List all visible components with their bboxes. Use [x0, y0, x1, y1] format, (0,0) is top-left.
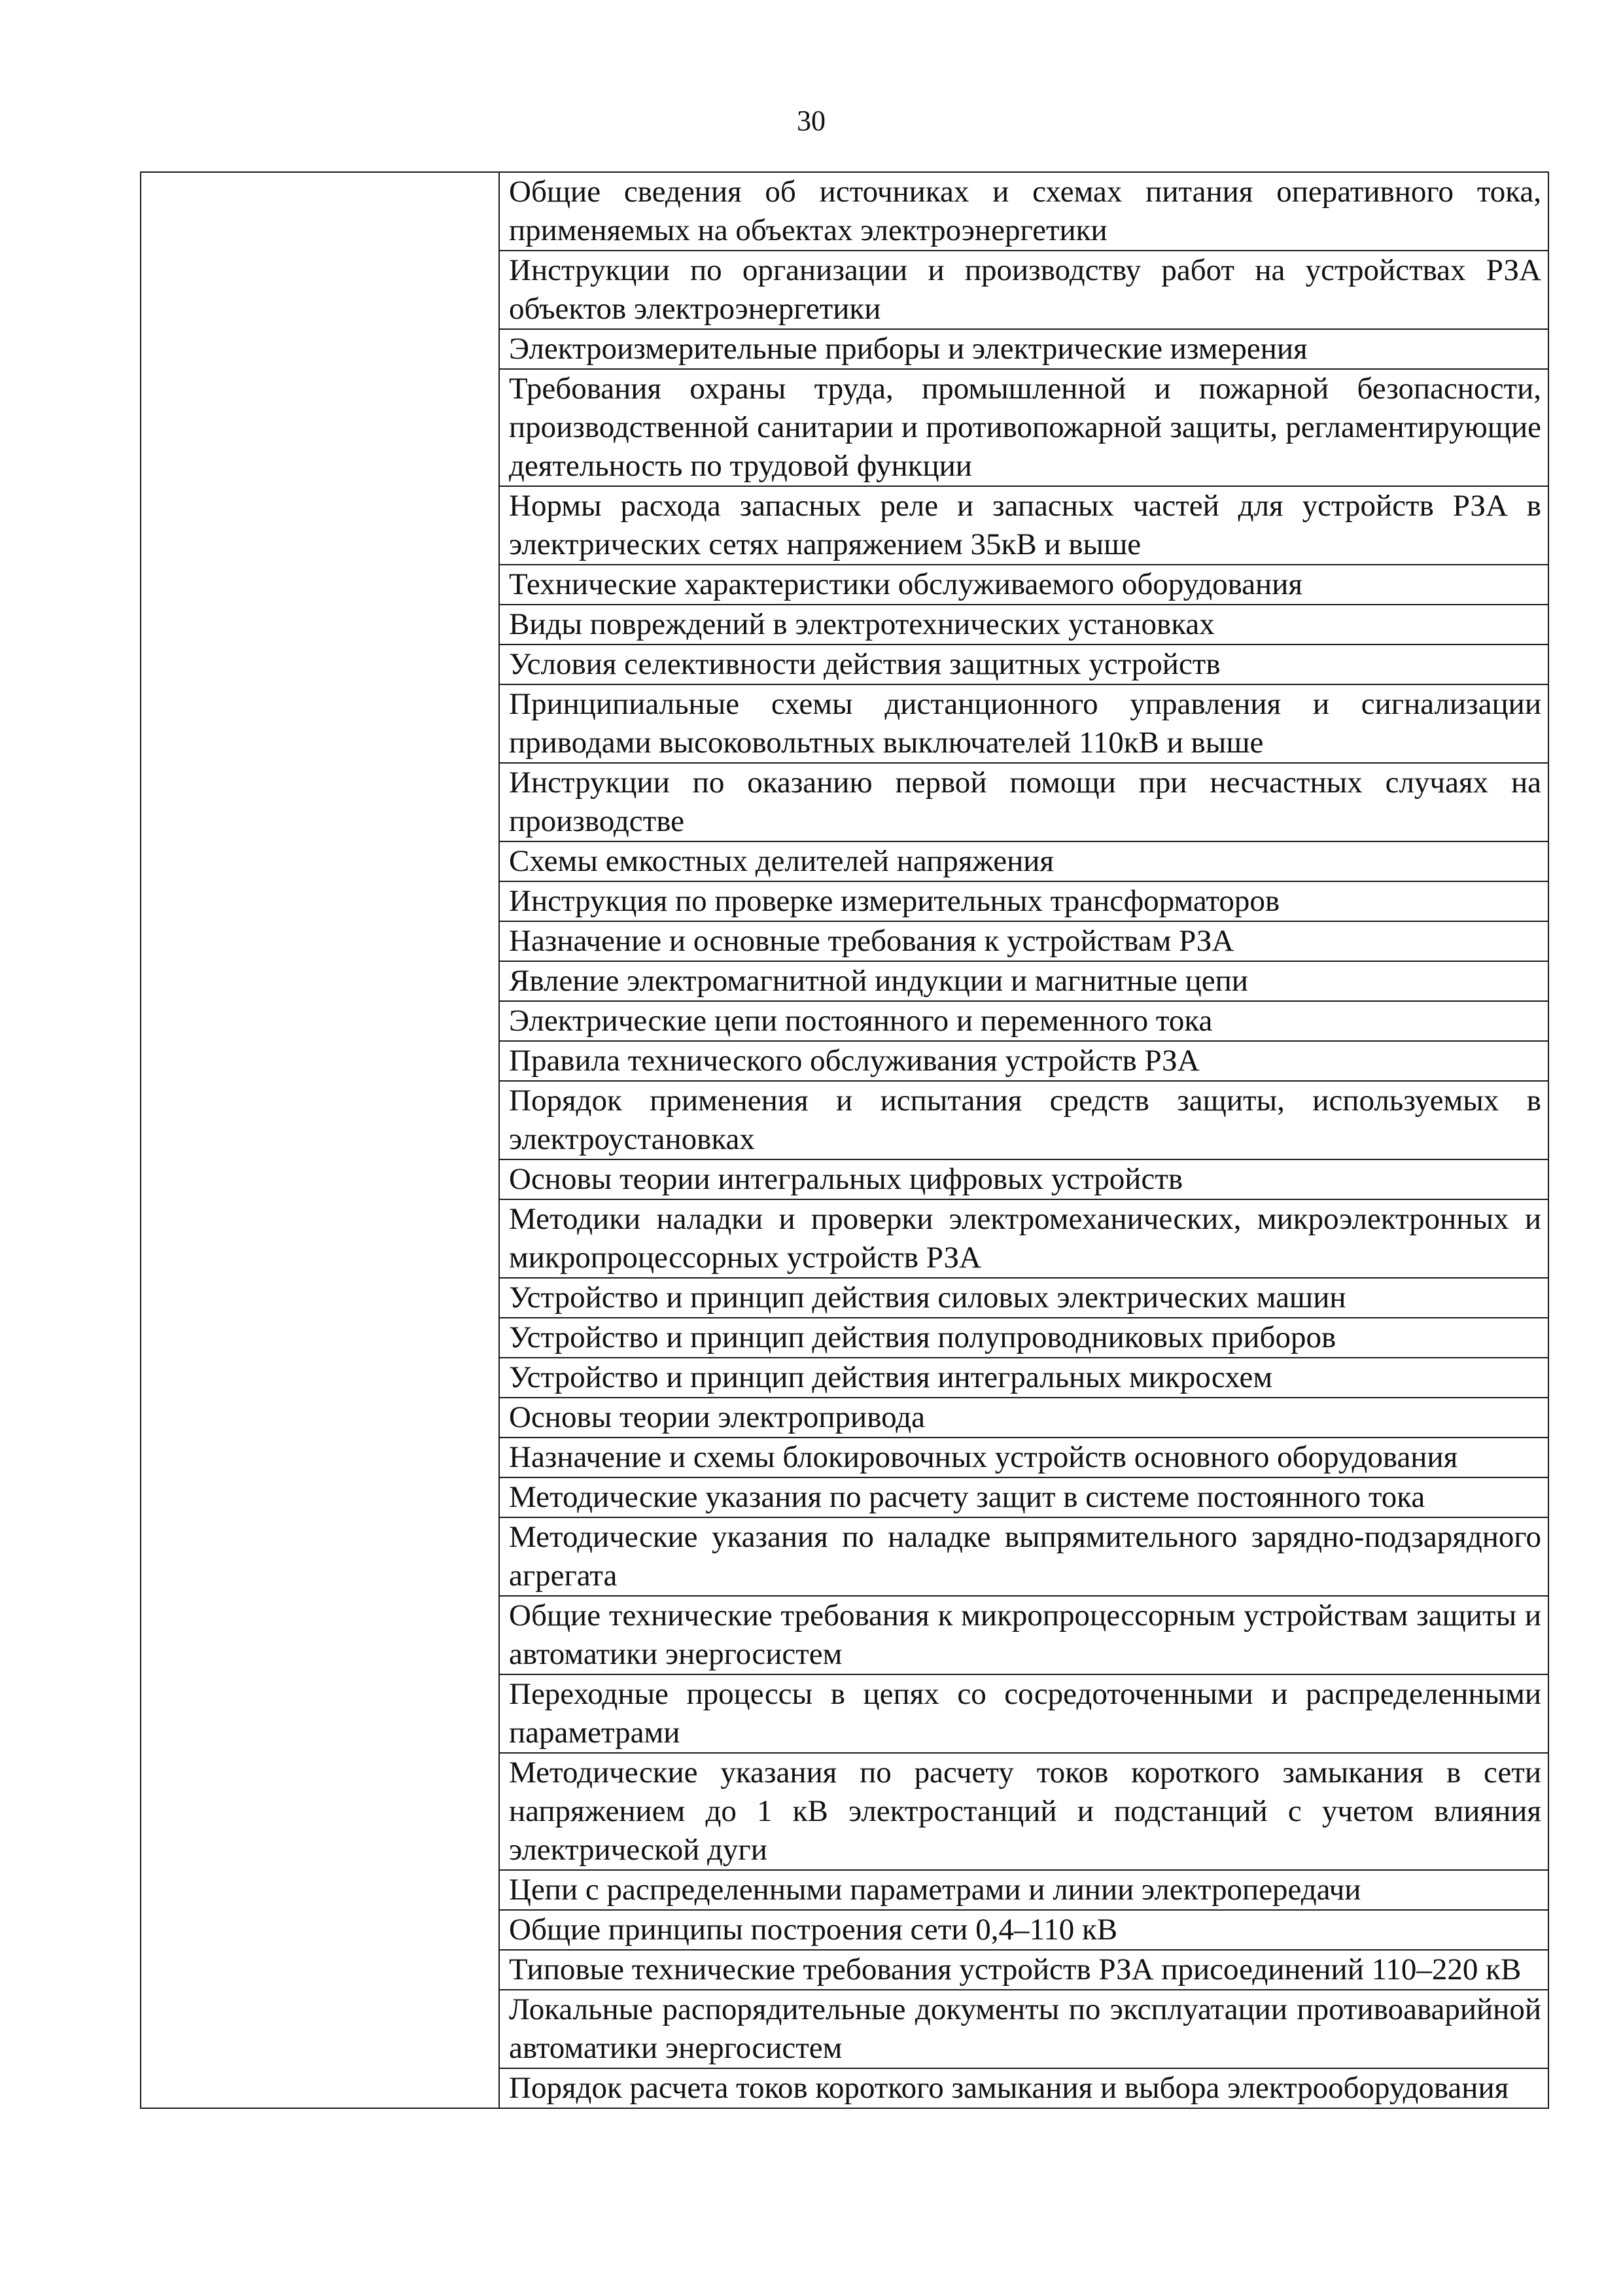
required-knowledge-text: Электрические цепи постоянного и переменного тока — [509, 1004, 1213, 1038]
required-knowledge-cell — [499, 486, 1548, 565]
required-knowledge-text: Локальные распорядительные документы по эксплуатации противоаварийной автоматики энергосистем — [509, 1992, 1541, 2065]
required-knowledge-cell — [499, 1358, 1548, 1398]
required-knowledge-cell — [499, 1318, 1548, 1358]
required-knowledge-cell — [499, 1753, 1548, 1870]
required-knowledge-cell — [499, 921, 1548, 961]
required-knowledge-text: Назначение и схемы блокировочных устройств основного оборудования — [509, 1440, 1458, 1474]
required-knowledge-cell — [499, 841, 1548, 881]
required-knowledge-text: Цепи с распределенными параметрами и линии электропередачи — [509, 1873, 1361, 1907]
labor-action-category-cell — [141, 172, 499, 2108]
required-knowledge-text: Схемы емкостных делителей напряжения — [509, 844, 1055, 878]
required-knowledge-cell — [499, 565, 1548, 605]
required-knowledge-cell — [499, 1159, 1548, 1199]
required-knowledge-text: Порядок применения и испытания средств защиты, используемых в электроустановках — [509, 1084, 1541, 1156]
required-knowledge-text: Типовые технические требования устройств РЗА присоединений 110–220 кВ — [509, 1952, 1522, 1987]
required-knowledge-cell — [499, 1398, 1548, 1438]
required-knowledge-text: Основы теории интегральных цифровых устройств — [509, 1162, 1183, 1196]
required-knowledge-cell — [499, 2068, 1548, 2108]
required-knowledge-cell — [499, 1438, 1548, 1477]
required-knowledge-cell — [499, 1517, 1548, 1596]
page-number: 30 — [797, 105, 826, 137]
required-knowledge-text: Общие сведения об источниках и схемах питания оперативного тока, применяемых на объектах электроэнергетики — [509, 175, 1541, 247]
required-knowledge-text: Условия селективности действия защитных устройств — [509, 647, 1221, 681]
required-knowledge-text: Правила технического обслуживания устройств РЗА — [509, 1044, 1200, 1078]
required-knowledge-text: Требования охраны труда, промышленной и пожарной безопасности, производственной санитарии и противопожарной защиты, регламентирующие деятельность по трудовой функции — [509, 372, 1541, 483]
required-knowledge-text: Принципиальные схемы дистанционного управления и сигнализации приводами высоковольтных выключателей 110кВ и выше — [509, 687, 1541, 760]
required-knowledge-cell — [499, 1596, 1548, 1674]
required-knowledge-cell — [499, 369, 1548, 486]
table-body — [141, 172, 1548, 2108]
required-knowledge-cell — [499, 1870, 1548, 1910]
required-knowledge-text: Методические указания по расчету токов короткого замыкания в сети напряжением до 1 кВ электростанций и подстанций с учетом влияния электрической дуги — [509, 1756, 1541, 1867]
required-knowledge-text: Методические указания по расчету защит в системе постоянного тока — [509, 1480, 1425, 1514]
required-knowledge-text: Общие технические требования к микропроцессорным устройствам защиты и автоматики энергосистем — [509, 1598, 1541, 1671]
required-knowledge-text: Электроизмерительные приборы и электрические измерения — [509, 332, 1308, 366]
required-knowledge-cell — [499, 172, 1548, 251]
knowledge-table — [140, 171, 1549, 2109]
required-knowledge-text: Переходные процессы в цепях со сосредоточенными и распределенными параметрами — [509, 1677, 1541, 1750]
required-knowledge-cell — [499, 605, 1548, 645]
required-knowledge-text: Устройство и принцип действия полупроводниковых приборов — [509, 1320, 1336, 1354]
required-knowledge-text: Нормы расхода запасных реле и запасных частей для устройств РЗА в электрических сетях напряжением 35кВ и выше — [509, 489, 1541, 561]
required-knowledge-text: Назначение и основные требования к устройствам РЗА — [509, 924, 1234, 958]
required-knowledge-cell — [499, 1278, 1548, 1318]
required-knowledge-cell — [499, 961, 1548, 1001]
required-knowledge-text: Технические характеристики обслуживаемого оборудования — [509, 567, 1302, 601]
required-knowledge-text: Устройство и принцип действия силовых электрических машин — [509, 1280, 1346, 1315]
required-knowledge-cell — [499, 251, 1548, 329]
required-knowledge-text: Общие принципы построения сети 0,4–110 кВ — [509, 1913, 1118, 1947]
required-knowledge-cell — [499, 763, 1548, 841]
required-knowledge-cell — [499, 1990, 1548, 2068]
required-knowledge-text: Инструкции по оказанию первой помощи при несчастных случаях на производстве — [509, 766, 1541, 838]
required-knowledge-cell — [499, 1477, 1548, 1517]
required-knowledge-text: Инструкция по проверке измерительных трансформаторов — [509, 884, 1280, 918]
required-knowledge-cell — [499, 1674, 1548, 1753]
required-knowledge-text: Инструкции по организации и производству работ на устройствах РЗА объектов электроэнергетики — [509, 253, 1541, 326]
required-knowledge-text: Методики наладки и проверки электромеханических, микроэлектронных и микропроцессорных устройств РЗА — [509, 1202, 1541, 1275]
required-knowledge-cell — [499, 1199, 1548, 1278]
required-knowledge-text: Виды повреждений в электротехнических установках — [509, 607, 1215, 641]
required-knowledge-text: Явление электромагнитной индукции и магнитные цепи — [509, 964, 1248, 998]
required-knowledge-cell — [499, 1001, 1548, 1041]
required-knowledge-cell — [499, 329, 1548, 369]
required-knowledge-cell — [499, 1041, 1548, 1081]
required-knowledge-cell — [499, 1910, 1548, 1950]
required-knowledge-cell — [499, 1950, 1548, 1990]
required-knowledge-text: Порядок расчета токов короткого замыкания и выбора электрооборудования — [509, 2071, 1509, 2105]
required-knowledge-text: Устройство и принцип действия интегральных микросхем — [509, 1360, 1273, 1394]
required-knowledge-text: Методические указания по наладке выпрямительного зарядно-подзарядного агрегата — [509, 1520, 1541, 1593]
required-knowledge-text: Основы теории электропривода — [509, 1400, 925, 1434]
required-knowledge-cell — [499, 645, 1548, 684]
required-knowledge-cell — [499, 881, 1548, 921]
required-knowledge-cell — [499, 684, 1548, 763]
table-row — [141, 172, 1548, 251]
required-knowledge-cell — [499, 1081, 1548, 1159]
